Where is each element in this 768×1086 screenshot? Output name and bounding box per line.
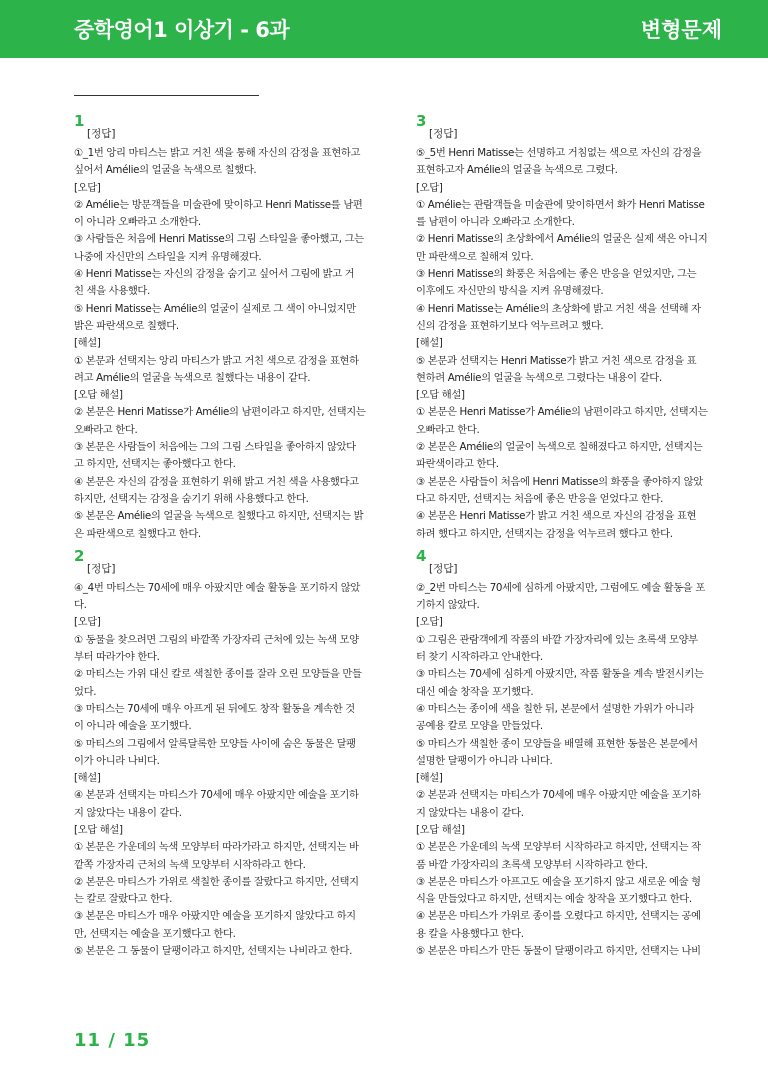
explanation-line: 깥쪽 가장자리 근처의 녹색 모양부터 시작하라고 한다. xyxy=(74,858,306,871)
question-number: 1 xyxy=(74,112,85,130)
explanation-line: ② Henri Matisse의 초상화에서 Amélie의 얼굴은 실제 색은 아니지 xyxy=(416,233,708,246)
explanation-line: [오답] xyxy=(74,616,101,629)
document-title: 중학영어1 이상기 - 6과 xyxy=(74,18,290,42)
answer-label: [정답] xyxy=(429,128,458,140)
question-block xyxy=(416,112,728,543)
explanation-line: ① Amélie는 관람객들을 미술관에 맞이하면서 화가 Henri Matisse xyxy=(416,198,705,211)
explanation-line: 파란색이라고 한다. xyxy=(416,458,499,471)
explanation-line: 신의 감정을 표현하기보다 억누르려고 했다. xyxy=(416,319,604,332)
explanation-line: ② Amélie는 방문객들을 미술관에 맞이하고 Henri Matisse를 남편 xyxy=(74,198,363,211)
explanation-line: 다고 하지만, 선택지는 처음에 좋은 반응을 얻었다고 한다. xyxy=(416,492,664,505)
question-header xyxy=(74,547,386,580)
explanation-line: [해설] xyxy=(416,337,443,350)
explanation-line: 은 파란색으로 칠했다고 한다. xyxy=(74,527,201,540)
explanation-line: 부터 따라가야 한다. xyxy=(74,651,160,664)
question-number: 4 xyxy=(416,546,427,565)
question-block xyxy=(74,112,386,543)
page-header xyxy=(0,0,768,58)
explanation-line: 나중에 자신만의 스타일을 지켜 유명해졌다. xyxy=(74,250,262,263)
explanation-line: 는 칼로 잘랐다고 한다. xyxy=(74,893,173,906)
explanation-line: 만 파란색으로 칠해져 있다. xyxy=(416,250,534,263)
explanation-line: [오답 해설] xyxy=(74,389,123,402)
explanation-line: 이가 아니라 나비다. xyxy=(74,754,160,767)
explanation-line: [해설] xyxy=(74,772,101,785)
explanation-line: ① 동물을 찾으려면 그림의 바깥쪽 가장자리 근처에 있는 녹색 모양 xyxy=(74,633,359,646)
explanation-line: [해설] xyxy=(74,337,101,350)
explanation-line: ④ 마티스는 종이에 색을 칠한 뒤, 본문에서 설명한 가위가 아니라 xyxy=(416,702,695,715)
explanation-line: ③ 본문은 사람들이 처음에 Henri Matisse의 화풍을 좋아하지 않았 xyxy=(416,475,703,488)
explanation-line: ⑤ 본문은 그 동물이 달팽이라고 하지만, 선택지는 나비라고 한다. xyxy=(74,945,353,958)
explanation-line: 친 색을 사용했다. xyxy=(74,285,150,298)
explanation-line: 용 칼을 사용했다고 한다. xyxy=(416,927,524,940)
explanation-line: ⑤ 마티스가 색칠한 종이 모양들을 배열해 표현한 동물은 본문에서 xyxy=(416,737,698,750)
explanation-line: 싶어서 Amélie의 얼굴을 녹색으로 칠했다. xyxy=(74,164,257,177)
explanation-line: 공예용 칼로 모양을 만들었다. xyxy=(416,720,543,733)
explanation-line: 었다. xyxy=(74,685,97,698)
question-block xyxy=(416,547,728,961)
explanation-line: 이 아니라 오빠라고 소개한다. xyxy=(74,216,201,229)
explanation-line: ① 그림은 관람객에게 작품의 바깥 가장자리에 있는 초록색 모양부 xyxy=(416,633,698,646)
answer-label: [정답] xyxy=(87,562,116,575)
explanation-line: 이 아니라 예술을 포기했다. xyxy=(74,720,192,733)
explanation-line: 현하려 Amélie의 얼굴을 녹색으로 그렸다는 내용이 같다. xyxy=(416,371,662,384)
explanation-line: ① 본문은 가운데의 녹색 모양부터 시작하라고 하지만, 선택지는 작 xyxy=(416,841,701,854)
answer-label: [정답] xyxy=(87,128,116,140)
explanation-line: ③ 본문은 마티스가 아프고도 예술을 포기하지 않고 새로운 예술 형 xyxy=(416,875,701,888)
explanation-line: ⑤ Henri Matisse는 Amélie의 얼굴이 실제로 그 색이 아니었지만 xyxy=(74,302,356,315)
explanation-line: ②_2번 마티스는 70세에 심하게 아팠지만, 그럼에도 예술 활동을 포 xyxy=(416,581,705,594)
left-column xyxy=(74,112,386,964)
question-header xyxy=(416,112,728,145)
explanation-line: ② 본문은 Amélie의 얼굴이 녹색으로 칠해졌다고 하지만, 선택지는 xyxy=(416,441,703,454)
explanation-line: 기하지 않았다. xyxy=(416,599,480,612)
explanation-line: 다. xyxy=(74,599,87,612)
explanation-line: ③ 마티스는 70세에 매우 아프게 된 뒤에도 창작 활동을 계속한 것 xyxy=(74,702,355,715)
explanation-line: ③ 본문은 사람들이 처음에는 그의 그림 스타일을 좋아하지 않았다 xyxy=(74,441,356,454)
explanation-line: 오빠라고 한다. xyxy=(74,423,138,436)
explanation-line: [오답] xyxy=(416,616,443,629)
explanation-line: ① 본문과 선택지는 앙리 마티스가 밝고 거친 색으로 감정을 표현하 xyxy=(74,354,359,367)
explanation-line: [해설] xyxy=(416,772,443,785)
explanation-line: ⑤ 본문은 Amélie의 얼굴을 녹색으로 칠했다고 하지만, 선택지는 밝 xyxy=(74,510,364,523)
header-divider xyxy=(74,95,259,96)
explanation-line: ④ 본문은 마티스가 가위로 종이를 오렸다고 하지만, 선택지는 공예 xyxy=(416,910,701,923)
question-header xyxy=(74,112,386,145)
explanation-line: 식을 만들었다고 하지만, 선택지는 예술 창작을 포기했다고 한다. xyxy=(416,893,692,906)
explanation-line: ⑤_5번 Henri Matisse는 선명하고 거침없는 색으로 자신의 감정을 xyxy=(416,147,702,159)
explanation-line: 를 남편이 아니라 오빠라고 소개한다. xyxy=(416,216,575,229)
explanation-line: [오답 해설] xyxy=(416,823,465,836)
explanation-line: ⑤ 본문은 마티스가 만든 동물이 달팽이라고 하지만, 선택지는 나비 xyxy=(416,945,701,958)
explanation-line: ② 본문은 마티스가 가위로 색칠한 종이를 잘랐다고 하지만, 선택지 xyxy=(74,875,359,888)
explanation-line: 하려 했다고 하지만, 선택지는 감정을 억누르려 했다고 한다. xyxy=(416,527,673,540)
explanation-line: ② 마티스는 가위 대신 칼로 색칠한 종이를 잘라 오린 모양들을 만들 xyxy=(74,668,362,681)
explanation-line: 밝은 파란색으로 칠했다. xyxy=(74,319,179,332)
page-number: 11 / 15 xyxy=(74,1030,151,1051)
explanation-line: ④ 본문과 선택지는 마티스가 70세에 매우 아팠지만 예술을 포기하 xyxy=(74,789,359,802)
explanation-line: ④_4번 마티스는 70세에 매우 아팠지만 예술 활동을 포기하지 않았 xyxy=(74,581,360,594)
explanation-line: [오답 해설] xyxy=(416,389,465,402)
answer-label: [정답] xyxy=(429,562,458,575)
explanation-line: 설명한 달팽이가 아니라 나비다. xyxy=(416,754,553,767)
right-column xyxy=(416,112,728,964)
explanation-line: ④ Henri Matisse는 자신의 감정을 숨기고 싶어서 그림에 밝고 거 xyxy=(74,268,355,281)
question-block xyxy=(74,547,386,961)
explanation-line: ① 본문은 가운데의 녹색 모양부터 따라가라고 하지만, 선택지는 바 xyxy=(74,841,359,854)
explanation-line: 표현하고자 Amélie의 얼굴을 녹색으로 그렸다. xyxy=(416,164,618,177)
explanation-line: ② 본문은 Henri Matisse가 Amélie의 남편이라고 하지만, 선택지는 xyxy=(74,406,366,419)
explanation-line: 고 하지만, 선택지는 좋아했다고 한다. xyxy=(74,458,236,471)
question-number: 3 xyxy=(416,112,427,130)
explanation-line: ③ 본문은 마티스가 매우 아팠지만 예술을 포기하지 않았다고 하지 xyxy=(74,910,356,923)
section-label: 변형문제 xyxy=(640,18,722,42)
explanation-line: ⑤ 마티스의 그림에서 알록달록한 모양들 사이에 숨은 동물은 달팽 xyxy=(74,737,356,750)
question-number: 2 xyxy=(74,546,85,565)
explanation-line: [오답 해설] xyxy=(74,823,123,836)
explanation-line: 이후에도 자신만의 방식을 지켜 유명해졌다. xyxy=(416,285,604,298)
question-header xyxy=(416,547,728,580)
explanation-line: 지 않았다는 내용이 같다. xyxy=(416,806,524,819)
explanation-line: ①_1번 앙리 마티스는 밝고 거친 색을 통해 자신의 감정을 표현하고 xyxy=(74,147,361,159)
explanation-line: ③ Henri Matisse의 화풍은 처음에는 좋은 반응을 얻었지만, 그는 xyxy=(416,268,697,281)
explanation-line: [오답] xyxy=(74,181,101,194)
explanation-line: 오빠라고 한다. xyxy=(416,423,480,436)
explanation-line: [오답] xyxy=(416,181,443,194)
explanation-line: 하지만, 선택지는 감정을 숨기기 위해 사용했다고 한다. xyxy=(74,492,309,505)
explanation-line: 품 바깥 가장자리의 초록색 모양부터 시작하라고 한다. xyxy=(416,858,648,871)
explanation-line: ⑤ 본문과 선택지는 Henri Matisse가 밝고 거친 색으로 감정을 표 xyxy=(416,354,697,367)
explanation-line: 지 않았다는 내용이 같다. xyxy=(74,806,182,819)
explanation-line: 만, 선택지는 예술을 포기했다고 한다. xyxy=(74,927,236,940)
explanation-line: 터 찾기 시작하라고 안내한다. xyxy=(416,651,543,664)
explanation-line: 대신 예술 창작을 포기했다. xyxy=(416,685,534,698)
explanation-line: ④ 본문은 Henri Matisse가 밝고 거친 색으로 자신의 감정을 표현 xyxy=(416,510,697,523)
explanation-line: ③ 마티스는 70세에 심하게 아팠지만, 작품 활동을 계속 발전시키는 xyxy=(416,668,704,681)
explanation-line: ④ Henri Matisse는 Amélie의 초상화에 밝고 거친 색을 선택해 자 xyxy=(416,302,701,315)
explanation-line: ② 본문과 선택지는 마티스가 70세에 매우 아팠지만 예술을 포기하 xyxy=(416,789,701,802)
explanation-line: ① 본문은 Henri Matisse가 Amélie의 남편이라고 하지만, 선택지는 xyxy=(416,406,708,419)
explanation-line: ③ 사람들은 처음에 Henri Matisse의 그림 스타일을 좋아했고, 그는 xyxy=(74,233,364,246)
explanation-line: ④ 본문은 자신의 감정을 표현하기 위해 밝고 거친 색을 사용했다고 xyxy=(74,475,359,488)
explanation-line: 려고 Amélie의 얼굴을 녹색으로 칠했다는 내용이 같다. xyxy=(74,371,311,384)
